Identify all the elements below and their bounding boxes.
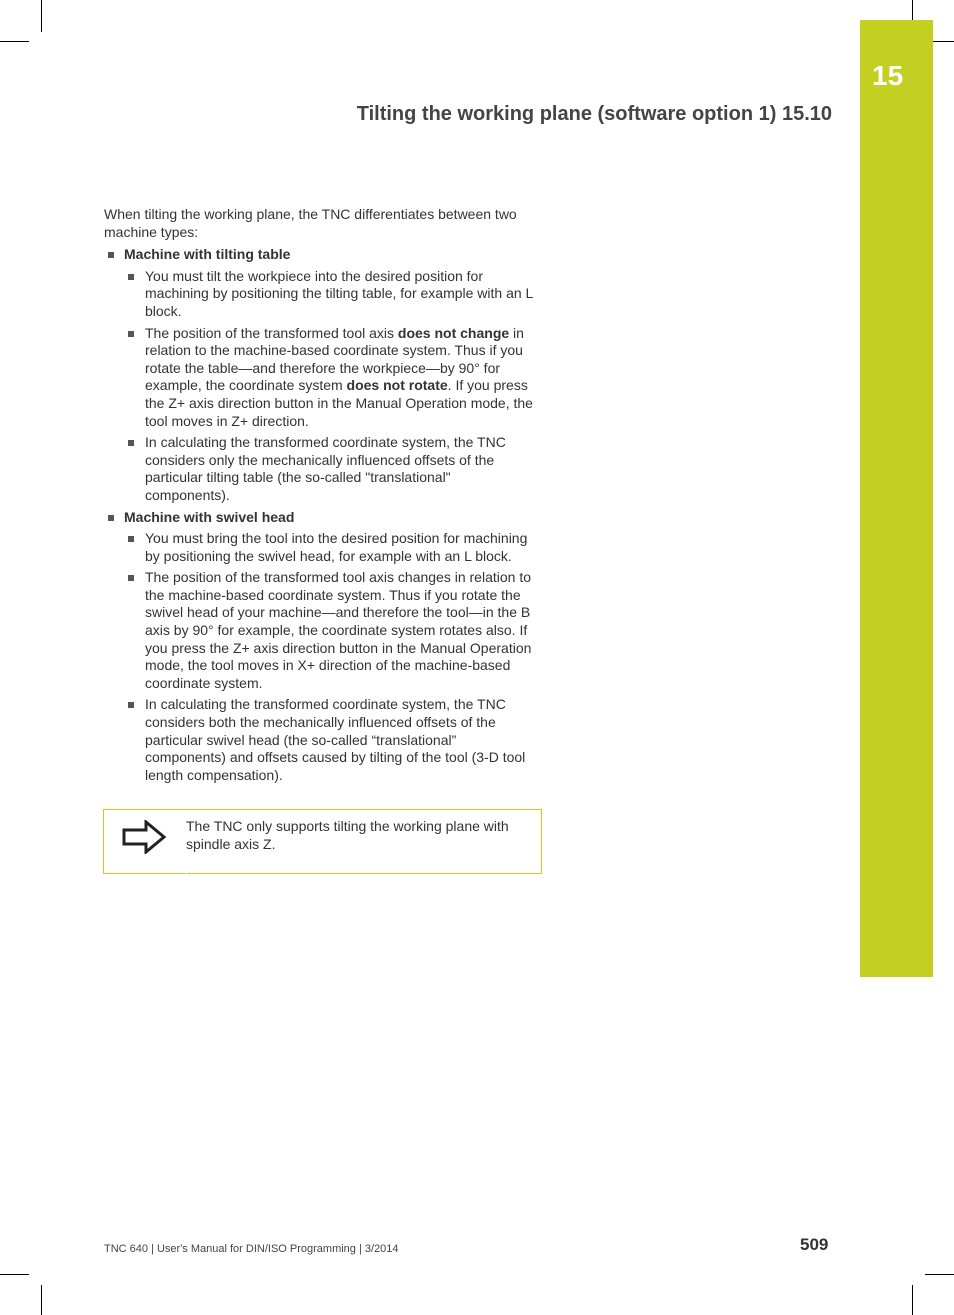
running-header: Tilting the working plane (software option 1) 15.10 [356,103,832,125]
body-text: You must bring the tool into the desired position for machining by positioning the swivel head, for example with an L block. [145,530,528,564]
body-text: The position of the transformed tool axis [145,324,398,341]
section-item [104,246,536,504]
body-text: in relation to the machine-based coordinate system. Thus if you rotate the table—and therefore the workpiece—by 90° for example, the coordinate system [145,324,524,394]
list-item [104,268,536,321]
page-number: 509 [800,1235,829,1254]
square-bullet-icon [128,536,134,542]
arrow-right-icon [122,820,168,854]
crop-mark [41,1285,42,1315]
sub-list [124,530,536,784]
crop-mark [41,0,42,32]
note-text: The TNC only supports tilting the working plane with spindle axis Z. [186,818,509,852]
square-bullet-icon [128,331,134,337]
square-bullet-icon [108,252,114,258]
section-title: Machine with swivel head [124,508,295,525]
main-content [104,206,536,788]
chapter-number: 15 [872,60,904,91]
crop-mark [0,41,29,42]
body-text: . If you press the Z+ axis direction button in the Manual Operation mode, the tool moves in Z+ direction. [145,377,533,429]
body-text: You must tilt the workpiece into the desired position for machining by positioning the tilting table, for example with an L block. [145,267,533,319]
section-list [104,246,536,784]
footer-text: TNC 640 | User's Manual for DIN/ISO Programming | 3/2014 [104,1243,399,1255]
crop-mark [933,41,954,42]
crop-mark [925,1274,954,1275]
note-box [103,809,542,874]
list-item [104,696,536,784]
body-text: The position of the transformed tool axis changes in relation to the machine-based coordinate system. Thus if you rotate the swivel head of your machine—and therefore the tool—in the B axis by 90° for example, the coordinate system rotates also. If you press the Z+ axis direction button in the Manual Operation mode, the tool moves in X+ direction of the machine-based coordinate system. [145,569,532,691]
emphasis-text: does not rotate [346,377,448,394]
sub-list [124,268,536,505]
list-item [104,569,536,692]
crop-mark [912,1285,913,1315]
crop-mark [912,0,913,20]
body-text: In calculating the transformed coordinate system, the TNC considers only the mechanically influenced offsets of the particular tilting table (the so-called "translational" components). [145,434,506,503]
chapter-tab [860,20,933,977]
section-item [104,509,536,785]
section-title: Machine with tilting table [124,246,291,263]
list-item [104,530,536,565]
intro-paragraph: When tilting the working plane, the TNC differentiates between two machine types: [104,206,517,240]
crop-mark [0,1274,29,1275]
body-text: In calculating the transformed coordinate system, the TNC considers both the mechanically influenced offsets of the particular swivel head (the so-called “translational” components) and offsets caused by tilting of the tool (3-D tool length compensation). [145,696,526,783]
square-bullet-icon [128,274,134,280]
emphasis-text: does not change [397,324,510,341]
square-bullet-icon [128,702,134,708]
list-item [104,434,536,504]
square-bullet-icon [108,515,114,521]
list-item [104,325,536,431]
square-bullet-icon [128,440,134,446]
square-bullet-icon [128,575,134,581]
